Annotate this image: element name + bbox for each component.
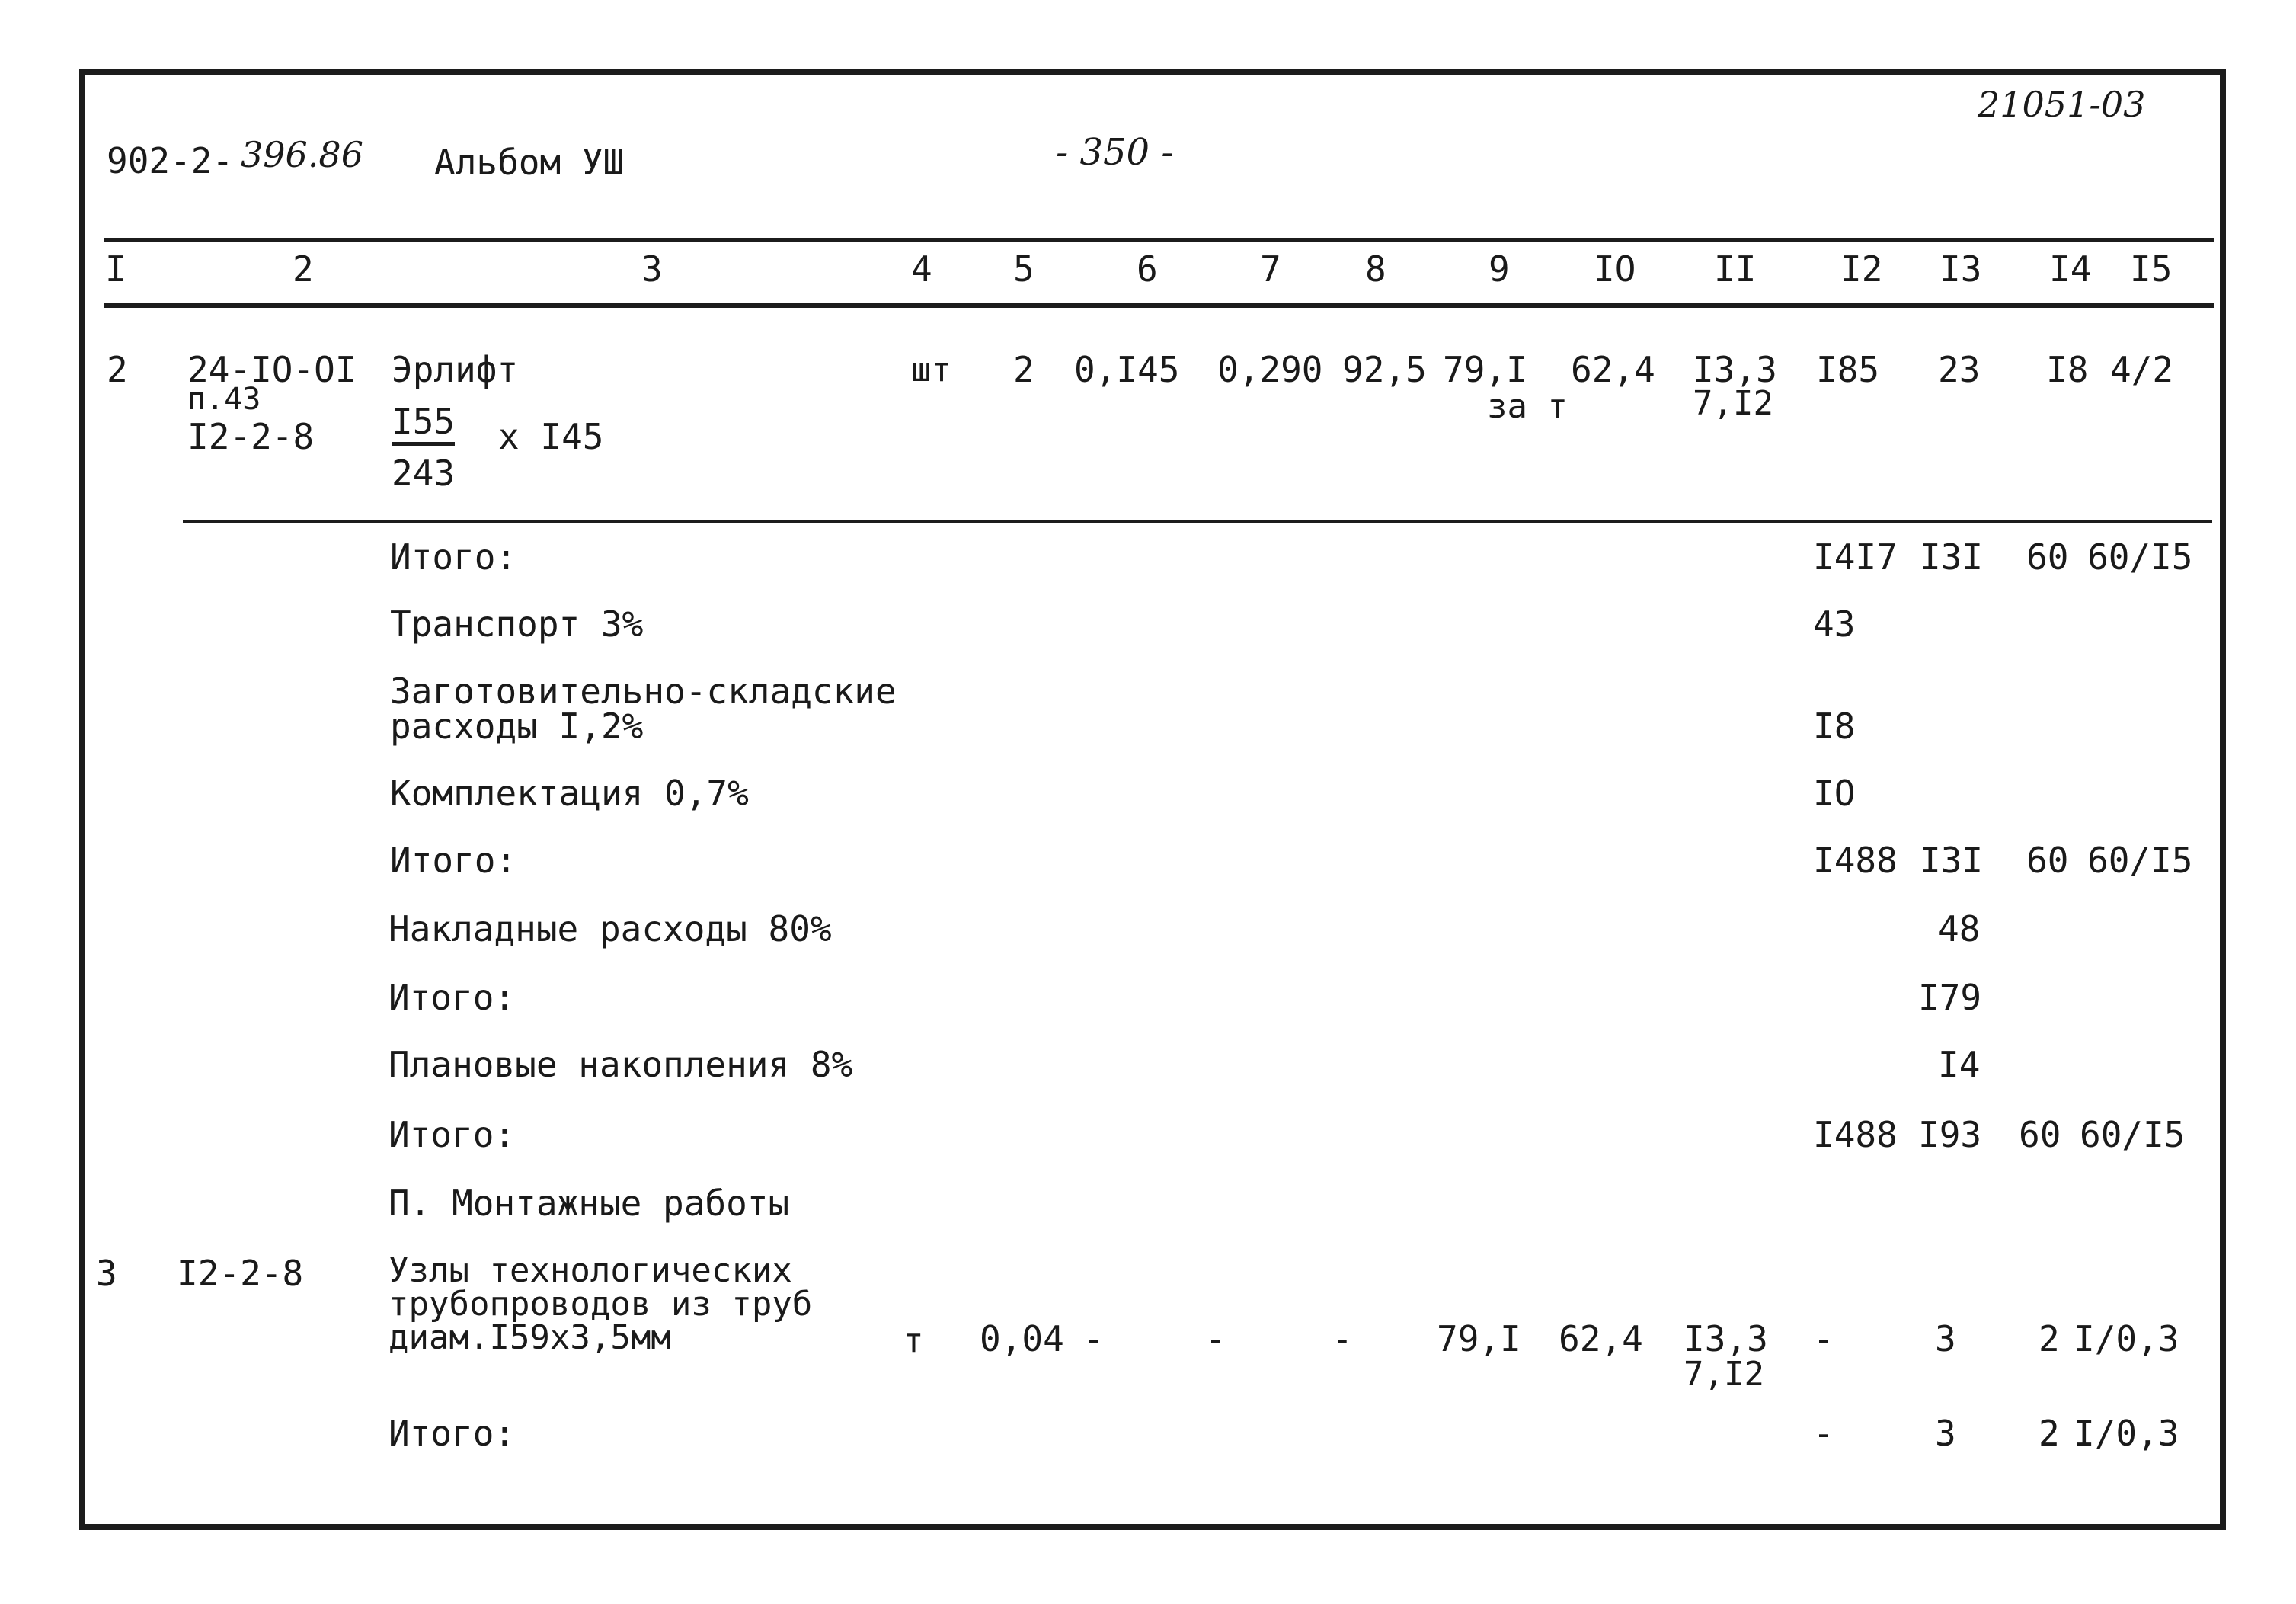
row-reference: I2-2-8 xyxy=(187,416,315,457)
column-header: 3 xyxy=(641,248,663,290)
item-name-continued: трубопроводов из труб xyxy=(389,1285,813,1324)
cell-col14: I8 xyxy=(2046,349,2089,390)
summary-col15: I/0,3 xyxy=(2074,1413,2179,1454)
summary-col13: 3 xyxy=(1935,1413,1956,1454)
column-header: I3 xyxy=(1939,248,1982,290)
page-number: - 350 - xyxy=(1056,131,1174,174)
header-rule-bottom xyxy=(104,303,2214,308)
cell-quantity: 2 xyxy=(1013,349,1034,390)
cell-col14: 2 xyxy=(2039,1318,2060,1359)
row-reference: 24-IO-OI xyxy=(187,349,357,390)
summary-label: Итого: xyxy=(389,1413,516,1454)
summary-col12: - xyxy=(1813,1413,1834,1454)
cell-col12: I85 xyxy=(1816,349,1880,390)
cell-col11-bottom: 7,I2 xyxy=(1693,384,1773,423)
row-reference: I2-2-8 xyxy=(177,1253,304,1294)
column-header: I5 xyxy=(2130,248,2173,290)
column-header: I2 xyxy=(1840,248,1883,290)
summary-label: Накладные расходы 80% xyxy=(389,908,832,949)
summary-col14: 60 xyxy=(2026,536,2069,578)
doc-code-handwritten: 396.86 xyxy=(241,134,363,175)
summary-label: Комплектация 0,7% xyxy=(390,773,749,814)
summary-label: Итого: xyxy=(389,977,516,1018)
cell-col10: 62,4 xyxy=(1571,349,1655,390)
summary-label: Заготовительно-складские xyxy=(390,671,897,712)
cell-col13: 3 xyxy=(1935,1318,1956,1359)
cell-col11-top: I3,3 xyxy=(1684,1318,1768,1359)
row-separator xyxy=(183,520,2212,523)
summary-col14: 60 xyxy=(2019,1114,2061,1155)
summary-col13: I4 xyxy=(1938,1044,1981,1085)
cell-col8: - xyxy=(1332,1318,1353,1359)
doc-code-prefix: 902-2- xyxy=(107,140,234,181)
column-header: 2 xyxy=(293,248,314,290)
item-dimension-numerator: I55 xyxy=(392,404,455,446)
summary-label-continued: расходы I,2% xyxy=(390,706,644,747)
summary-col12: 43 xyxy=(1813,604,1856,645)
column-header: 4 xyxy=(911,248,932,290)
column-header: 5 xyxy=(1013,248,1034,290)
cell-unit: шт xyxy=(911,351,951,389)
summary-col12: I4I7 xyxy=(1813,536,1898,578)
cell-col11-top: I3,3 xyxy=(1693,349,1777,390)
column-header: IO xyxy=(1594,248,1636,290)
item-name: Эрлифт xyxy=(392,349,519,390)
cell-col15: 4/2 xyxy=(2110,349,2174,390)
summary-col13: I79 xyxy=(1918,977,1982,1018)
column-header: I xyxy=(105,248,126,290)
cell-col6: - xyxy=(1083,1318,1105,1359)
summary-col12: I488 xyxy=(1813,1114,1898,1155)
item-name-continued: диам.I59х3,5мм xyxy=(389,1318,671,1357)
row-number: 3 xyxy=(96,1253,117,1294)
summary-col13: I3I xyxy=(1920,536,1984,578)
cell-col9: 79,I xyxy=(1437,1318,1521,1359)
cell-unit: т xyxy=(903,1321,924,1360)
cell-quantity: 0,04 xyxy=(980,1318,1064,1359)
summary-col15: 60/I5 xyxy=(2087,536,2193,578)
summary-label: Итого: xyxy=(390,536,517,578)
summary-col13: 48 xyxy=(1938,908,1981,949)
summary-col13: I93 xyxy=(1918,1114,1982,1155)
header-rule-top xyxy=(104,238,2214,242)
cell-col7: 0,290 xyxy=(1217,349,1323,390)
summary-col14: 60 xyxy=(2026,840,2069,881)
cell-col6: 0,I45 xyxy=(1074,349,1180,390)
cell-col9-10-note: за т xyxy=(1487,387,1568,426)
summary-label: Итого: xyxy=(390,840,517,881)
summary-col12: I488 xyxy=(1813,840,1898,881)
cell-col15: I/0,3 xyxy=(2074,1318,2179,1359)
item-name: Узлы технологических xyxy=(389,1251,792,1290)
row-reference: п.43 xyxy=(187,382,261,417)
column-header: I4 xyxy=(2049,248,2092,290)
column-header: 6 xyxy=(1137,248,1158,290)
item-dimension-tail: x I45 xyxy=(498,416,604,457)
cell-col11-bottom: 7,I2 xyxy=(1684,1355,1764,1394)
cell-col7: - xyxy=(1205,1318,1226,1359)
document-stamp-number: 21051-03 xyxy=(1978,84,2146,125)
summary-label: Плановые накопления 8% xyxy=(389,1044,853,1085)
cell-col10: 62,4 xyxy=(1559,1318,1643,1359)
section-heading: П. Монтажные работы xyxy=(389,1183,790,1224)
summary-col13: I3I xyxy=(1920,840,1984,881)
summary-col15: 60/I5 xyxy=(2080,1114,2186,1155)
column-header: 9 xyxy=(1489,248,1510,290)
cell-col13: 23 xyxy=(1938,349,1981,390)
summary-col12: IO xyxy=(1813,773,1856,814)
item-dimension-denominator: 243 xyxy=(392,453,456,494)
cell-col12: - xyxy=(1813,1318,1834,1359)
summary-col14: 2 xyxy=(2039,1413,2060,1454)
summary-label: Транспорт 3% xyxy=(390,604,644,645)
row-number: 2 xyxy=(107,349,128,390)
summary-label: Итого: xyxy=(389,1114,516,1155)
album-title: Альбом УШ xyxy=(434,142,625,183)
column-header: 7 xyxy=(1260,248,1281,290)
column-header: 8 xyxy=(1365,248,1386,290)
cell-col8: 92,5 xyxy=(1342,349,1427,390)
cell-col9: 79,I xyxy=(1443,349,1527,390)
column-header: II xyxy=(1714,248,1757,290)
summary-col15: 60/I5 xyxy=(2087,840,2193,881)
summary-col12: I8 xyxy=(1813,706,1856,747)
